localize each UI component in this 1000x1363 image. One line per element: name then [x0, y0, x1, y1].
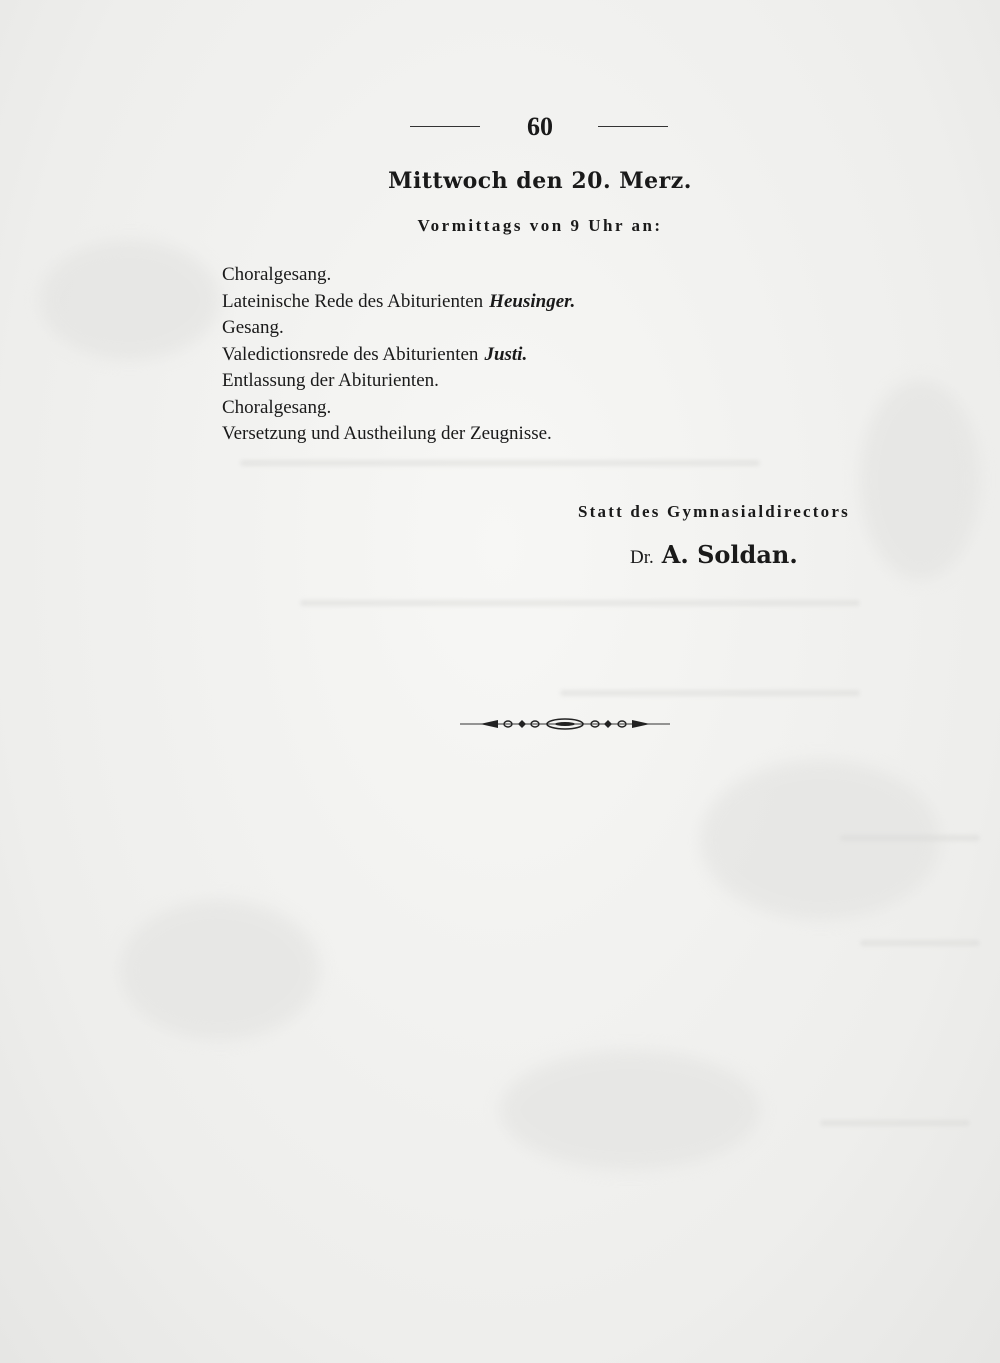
program-item-text: Choralgesang. [222, 264, 332, 285]
program-item-text: Choralgesang. [222, 396, 332, 418]
program-item [222, 315, 822, 342]
scroll-ornament-icon [460, 712, 670, 736]
program-item [222, 395, 822, 422]
program-item [222, 368, 822, 395]
program-item-name: Justi. [484, 343, 528, 365]
program-item-text: Entlassung der Abiturienten. [222, 370, 439, 391]
header-rule-right [598, 126, 668, 127]
program-item [222, 289, 822, 316]
signature-prefix: Dr. [630, 547, 654, 568]
signature [630, 540, 890, 569]
signature-name: A. Soldan. [661, 540, 798, 569]
program-item-text: Lateinische Rede des Abiturienten [222, 290, 484, 312]
program-item-text: Versetzung und Austheilung der Zeugnisse. [222, 423, 552, 444]
program-item-name: Heusinger. [489, 290, 576, 312]
page-subtitle: Vormittags von 9 Uhr an: [417, 216, 663, 235]
page-number: 60 [527, 112, 553, 141]
program-item [222, 342, 822, 369]
program-item [222, 421, 822, 448]
program-item-text: Gesang. [222, 317, 284, 338]
program-item [222, 262, 822, 289]
page-header [410, 112, 670, 142]
page-title: Mittwoch den 20. Merz. [388, 168, 692, 194]
signature-statt: Statt des Gymnasialdirectors [578, 502, 850, 521]
header-rule-left [410, 126, 480, 127]
program-list [222, 262, 822, 448]
program-item-text: Valedictionsrede des Abiturienten [222, 343, 479, 365]
